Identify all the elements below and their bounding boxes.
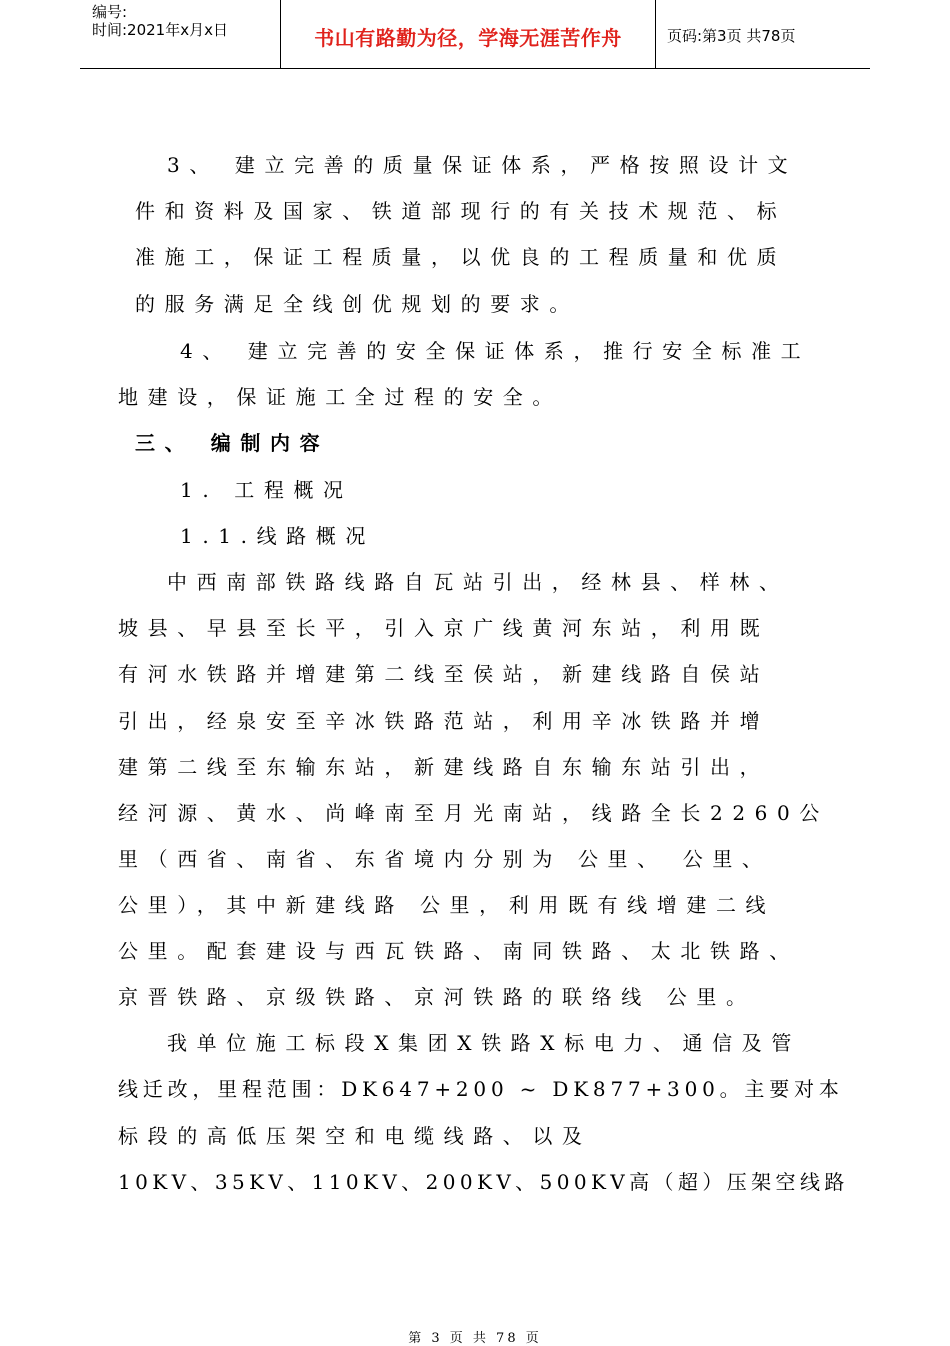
body-line: 建第二线至东输东站，新建线路自东输东站引出，: [118, 755, 770, 779]
subsection-heading: 1.1.线路概况: [180, 524, 375, 548]
body-line: 里（西省、南省、东省境内分别为 公里、 公里、: [118, 847, 772, 871]
body-line: 地建设，保证施工全过程的安全。: [118, 385, 562, 409]
body-line: 3、 建立完善的质量保证体系，严格按照设计文: [167, 153, 798, 177]
body-line: 经河源、黄水、尚峰南至月光南站，线路全长2260公: [118, 801, 829, 825]
body-line: 坡县、早县至长平，引入京广线黄河东站，利用既: [118, 616, 770, 640]
body-line: 的服务满足全线创优规划的要求。: [135, 292, 579, 316]
page-footer: 第 3 页 共 78 页: [408, 1331, 542, 1346]
body-line: 公里），其中新建线路 公里，利用既有线增建二线: [118, 893, 776, 917]
body-line: 有河水铁路并增建第二线至侯站，新建线路自侯站: [118, 662, 770, 686]
body-line: 准施工，保证工程质量，以优良的工程质量和优质: [135, 245, 787, 269]
body-line: 10KV、35KV、110KV、200KV、500KV高（超）压架空线路: [118, 1170, 849, 1194]
header-page-info: 页码:第3页 共78页: [667, 27, 796, 45]
body-line: 中西南部铁路线路自瓦站引出，经林县、样林、: [167, 570, 789, 594]
header-motto-cell: [280, 0, 656, 68]
body-line: 公里。配套建设与西瓦铁路、南同铁路、太北铁路、: [118, 939, 799, 963]
document-time-label: 时间:2021年x月x日: [92, 21, 228, 39]
body-line: 我单位施工标段X集团X铁路X标电力、通信及管: [167, 1031, 801, 1055]
section-heading: 三、 编制内容: [135, 431, 330, 455]
body-line: 标段的高低压架空和电缆线路、以及: [118, 1124, 592, 1148]
body-line: 线迁改，里程范围：DK647+200 ~ DK877+300。主要对本: [118, 1077, 844, 1101]
subsection-heading: 1. 工程概况: [180, 478, 353, 502]
body-line: 件和资料及国家、铁道部现行的有关技术规范、标: [135, 199, 787, 223]
document-number-label: 编号:: [92, 3, 128, 21]
header-motto: 书山有路勤为径，学海无涯苦作舟: [314, 26, 622, 50]
body-line: 京晋铁路、京级铁路、京河铁路的联络线 公里。: [118, 985, 756, 1009]
page-header: [80, 0, 870, 69]
body-line: 引出，经泉安至辛冰铁路范站，利用辛冰铁路并增: [118, 709, 770, 733]
header-page-cell: [655, 0, 870, 68]
header-meta-cell: [80, 0, 280, 68]
body-line: 4、 建立完善的安全保证体系，推行安全标准工: [180, 339, 811, 363]
